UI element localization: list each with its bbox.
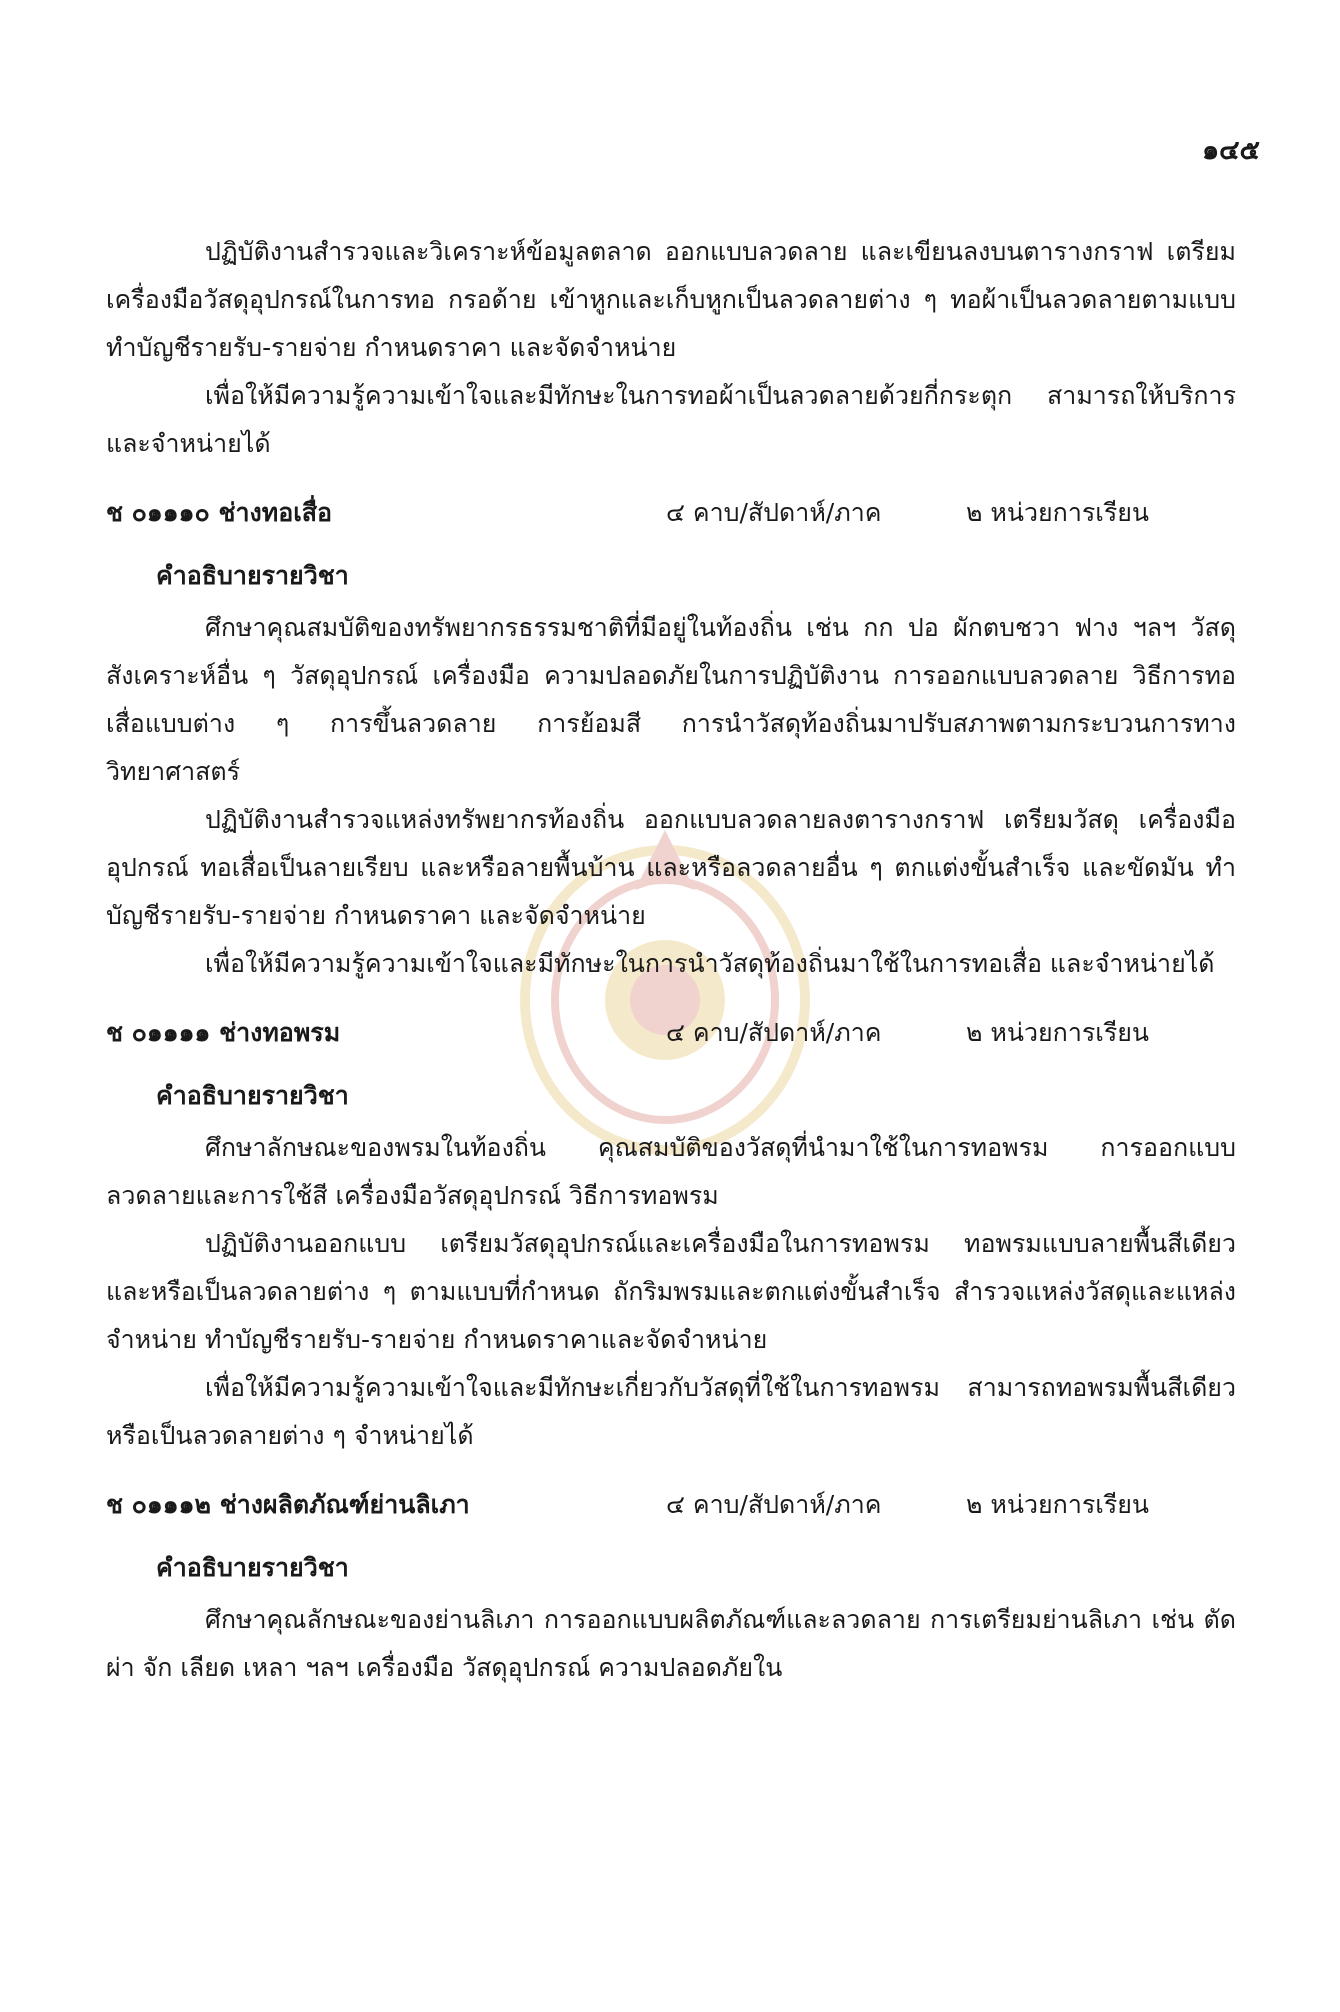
course-credits: ๒ หน่วยการเรียน [966, 498, 1149, 527]
course-section [106, 488, 1236, 988]
course-description-label: คำอธิบายรายวิชา [156, 561, 349, 590]
intro-paragraph: เพื่อให้มีความรู้ความเข้าใจและมีทักษะในการทอผ้าเป็นลวดลายด้วยกี่กระตุก สามารถให้บริการและจำหน่ายได้ [106, 381, 1236, 458]
course-paragraph: ศึกษาลักษณะของพรมในท้องถิ่น คุณสมบัติของวัสดุที่นำมาใช้ในการทอพรม การออกแบบลวดลายและการใช้สี เครื่องมือวัสดุอุปกรณ์ วิธีการทอพรม [106, 1133, 1236, 1210]
course-hours: ๔ คาบ/สัปดาห์/ภาค [666, 498, 882, 527]
course-credits: ๒ หน่วยการเรียน [966, 1018, 1149, 1047]
course-code: ช ๐๑๑๑๐ ช่างทอเสื่อ [106, 498, 333, 527]
course-heading [106, 488, 1236, 538]
course-paragraph: เพื่อให้มีความรู้ความเข้าใจและมีทักษะในการนำวัสดุท้องถิ่นมาใช้ในการทอเสื่อ และจำหน่ายได้ [205, 949, 1215, 978]
course-paragraph: ปฏิบัติงานสำรวจแหล่งทรัพยากรท้องถิ่น ออกแบบลวดลายลงตารางกราฟ เตรียมวัสดุ เครื่องมือ อุปกรณ์ ทอเสื่อเป็นลายเรียบ และหรือลายพื้นบ้าน และหรือลวดลายอื่น ๆ ตกแต่งขั้นสำเร็จ และขัดมัน ทำบัญชีรายรับ-รายจ่าย กำหนดราคา และจัดจำหน่าย [106, 805, 1236, 930]
course-heading [106, 1008, 1236, 1058]
course-heading [106, 1480, 1236, 1530]
course-paragraph: เพื่อให้มีความรู้ความเข้าใจและมีทักษะเกี่ยวกับวัสดุที่ใช้ในการทอพรม สามารถทอพรมพื้นสีเดียวหรือเป็นลวดลายต่าง ๆ จำหน่ายได้ [106, 1373, 1236, 1450]
course-code: ช ๐๑๑๑๒ ช่างผลิตภัณฑ์ย่านลิเภา [106, 1490, 470, 1519]
course-paragraph: ปฏิบัติงานออกแบบ เตรียมวัสดุอุปกรณ์และเครื่องมือในการทอพรม ทอพรมแบบลายพื้นสีเดียว และหรือเป็นลวดลายต่าง ๆ ตามแบบที่กำหนด ถักริมพรมและตกแต่งขั้นสำเร็จ สำรวจแหล่งวัสดุและแหล่งจำหน่าย ทำบัญชีรายรับ-รายจ่าย กำหนดราคาและจัดจำหน่าย [106, 1229, 1236, 1354]
course-credits: ๒ หน่วยการเรียน [966, 1490, 1149, 1519]
course-paragraph: ศึกษาคุณสมบัติของทรัพยากรธรรมชาติที่มีอยู่ในท้องถิ่น เช่น กก ปอ ผักตบชวา ฟาง ฯลฯ วัสดุสังเคราะห์อื่น ๆ วัสดุอุปกรณ์ เครื่องมือ ความปลอดภัยในการปฏิบัติงาน การออกแบบลวดลาย วิธีการทอเสื่อแบบต่าง ๆ การขึ้นลวดลาย การย้อมสี การนำวัสดุท้องถิ่นมาปรับสภาพตามกระบวนการทางวิทยาศาสตร์ [106, 613, 1236, 786]
course-description-label: คำอธิบายรายวิชา [156, 1553, 349, 1582]
intro-paragraph: ปฏิบัติงานสำรวจและวิเคราะห์ข้อมูลตลาด ออกแบบลวดลาย และเขียนลงบนตารางกราฟ เตรียมเครื่องมือวัสดุอุปกรณ์ในการทอ กรอด้าย เข้าหูกและเก็บหูกเป็นลวดลายต่าง ๆ ทอผ้าเป็นลวดลายตามแบบ ทำบัญชีรายรับ-รายจ่าย กำหนดราคา และจัดจำหน่าย [106, 237, 1236, 362]
course-section [106, 1008, 1236, 1460]
course-hours: ๔ คาบ/สัปดาห์/ภาค [666, 1018, 882, 1047]
intro-section [106, 228, 1236, 468]
course-paragraph: ศึกษาคุณลักษณะของย่านลิเภา การออกแบบผลิตภัณฑ์และลวดลาย การเตรียมย่านลิเภา เช่น ตัด ผ่า จัก เลียด เหลา ฯลฯ เครื่องมือ วัสดุอุปกรณ์ ความปลอดภัยใน [106, 1605, 1236, 1682]
course-hours: ๔ คาบ/สัปดาห์/ภาค [666, 1490, 882, 1519]
course-description-label: คำอธิบายรายวิชา [156, 1081, 349, 1110]
course-section [106, 1480, 1236, 1692]
course-code: ช ๐๑๑๑๑ ช่างทอพรม [106, 1018, 341, 1047]
page-number: ๑๔๕ [1201, 135, 1260, 166]
document-body [106, 228, 1236, 1692]
